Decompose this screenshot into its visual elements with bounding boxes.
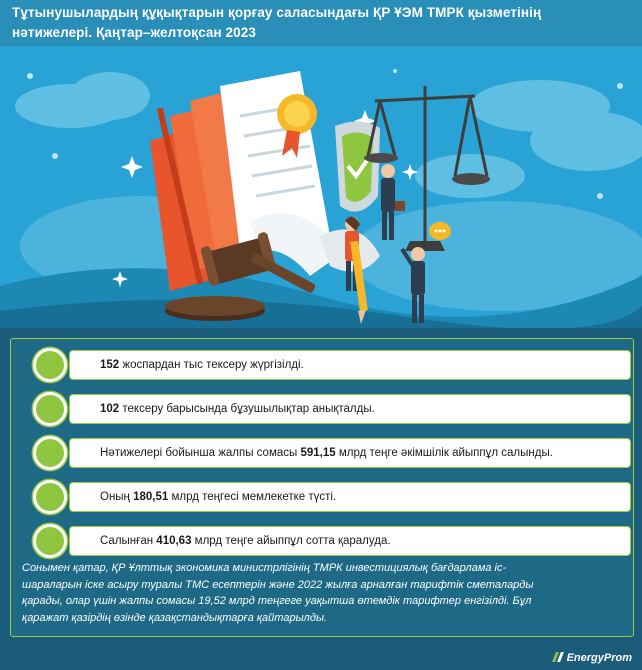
result-value-3: 591,15: [300, 447, 336, 459]
bullet-circle-2: [33, 392, 67, 426]
brand-logo: [552, 652, 632, 664]
page-title-line-1: Тұтынушылардың құқықтарын қорғау саласындағы ҚР ҰЭМ ТМРК қызметінің: [12, 5, 542, 20]
page-title-line-2: нәтижелері. Қаңтар–желтоқсан 2023: [12, 25, 256, 40]
bullet-circle-4: [33, 480, 67, 514]
legal-documents-gavel-scales-illustration: [0, 46, 642, 328]
energyprom-logo-icon: [552, 652, 564, 662]
bullet-circle-3: [33, 436, 67, 470]
speech-bubble-icon: [429, 222, 451, 240]
brand-name: EnergyProm: [566, 652, 632, 664]
result-value-1: 152: [100, 359, 120, 371]
result-row-4: Оның 180,51 млрд теңгесі мемлекетке түсті.: [69, 482, 631, 512]
footnote-paragraph: Сонымен қатар, ҚР Ұлттық экономика министрлігінің ТМРК инвестициялық бағдарлама іс- шараларын іске асыру туралы ТМС есептерін және 2022 жылға арналған тарифтік сметаларды қарады, олар үшін жалпы сомасы 19,52 млрд теңгеге уақытша өтемдік тарифтер енгізілді. Бұл қаражат қазірдің өзінде қазақстандықтарға қайтарылды.: [22, 562, 534, 624]
result-row-3: Нәтижелері бойынша жалпы сомасы 591,15 млрд теңге әкімшілік айыппұл салынды.: [69, 438, 631, 468]
page-header: [0, 0, 642, 46]
result-row-5: Салынған 410,63 млрд теңге айыппұл сотта қаралуда.: [69, 526, 631, 556]
result-value-4: 180,51: [133, 491, 169, 503]
result-row-2: 102 тексеру барысында бұзушылықтар анықталды.: [69, 394, 631, 424]
result-value-2: 102: [100, 403, 120, 415]
result-row-1: 152 жоспардан тыс тексеру жүргізілді.: [69, 350, 631, 380]
result-value-5: 410,63: [156, 535, 192, 547]
bullet-circle-5: [33, 524, 67, 558]
bullet-circle-1: [33, 348, 67, 382]
